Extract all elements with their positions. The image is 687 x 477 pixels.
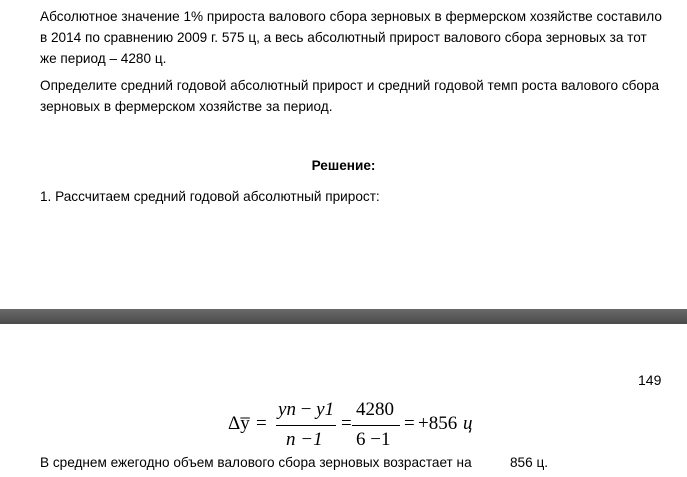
conclusion-text: В среднем ежегодно объем валового сбора зерновых возрастает на [40,455,472,470]
formula-lhs: Δy̅ [228,413,250,434]
formula-denominator-2: 6 −1 [356,429,391,450]
problem-paragraph-1: Абсолютное значение 1% прироста валового сбора зерновых в фермерском хозяйстве составило в 2014 по сравнению 2009 г. 575 ц, а весь абсолютный прирост валового сбора зерновых за тот же период – 4280 ц. [40,9,662,66]
formula-result: +856 [418,413,458,434]
formula-eq-3: = [404,413,415,434]
formula [228,398,508,458]
problem-paragraph-2: Определите средний годовой абсолютный прирост и средний годовой темп роста валового сбора зерновых в фермерском хозяйстве за период. [40,78,660,114]
page-break [0,309,687,324]
formula-numerator-1: yn − y1 [278,399,335,420]
formula-eq-2: = [341,413,352,434]
formula-numerator-2: 4280 [356,399,394,420]
step-1-text: 1. Рассчитаем средний годовой абсолютный прирост: [40,189,380,204]
fraction-line-2 [352,425,400,426]
page-number: 149 [638,372,662,388]
fraction-line-1 [276,425,336,426]
formula-eq-1: = [256,413,267,434]
solution-heading: Решение: [311,158,376,173]
conclusion-value: 856 ц. [510,455,549,470]
formula-denominator-1: n −1 [286,429,323,450]
formula-unit: ц [463,413,473,434]
